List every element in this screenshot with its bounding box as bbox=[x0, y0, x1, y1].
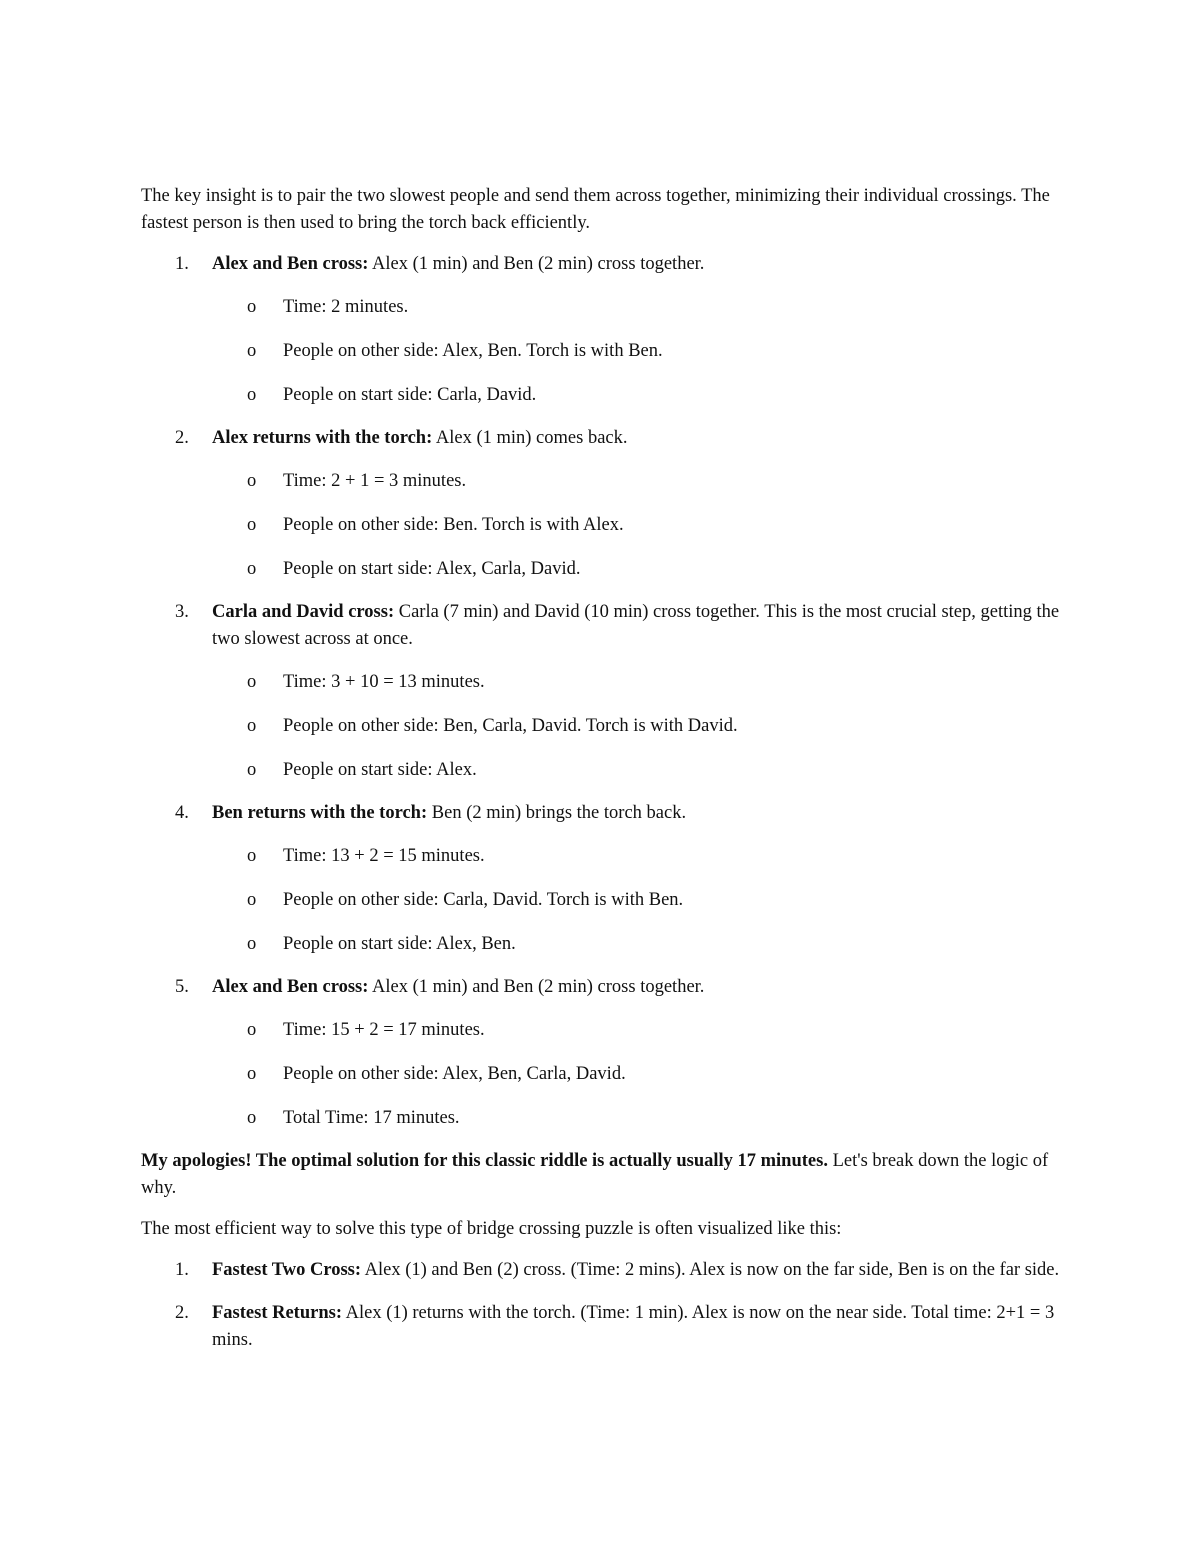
bullet-marker: o bbox=[247, 341, 257, 361]
step-text: Alex (1) and Ben (2) cross. (Time: 2 mins). Alex is now on the far side, Ben is on the far side. bbox=[361, 1260, 1060, 1280]
step-sublist bbox=[212, 669, 1061, 784]
sub-item-text: People on other side: Alex, Ben. Torch is with Ben. bbox=[283, 341, 663, 361]
bullet-marker: o bbox=[247, 760, 257, 780]
sub-item-text: Time: 2 + 1 = 3 minutes. bbox=[283, 471, 467, 491]
efficient-step-item bbox=[141, 1257, 1061, 1284]
bullet-marker: o bbox=[247, 846, 257, 866]
sub-item bbox=[212, 1017, 1061, 1044]
step-item bbox=[141, 425, 1061, 583]
step-number: 3. bbox=[175, 602, 189, 622]
sub-item bbox=[212, 294, 1061, 321]
bullet-marker: o bbox=[247, 385, 257, 405]
bullet-marker: o bbox=[247, 890, 257, 910]
sub-item bbox=[212, 931, 1061, 958]
sub-item-text: People on start side: Alex, Ben. bbox=[283, 934, 516, 954]
sub-item bbox=[212, 843, 1061, 870]
sub-item-text: Time: 3 + 10 = 13 minutes. bbox=[283, 672, 485, 692]
sub-item bbox=[212, 713, 1061, 740]
step-item bbox=[141, 974, 1061, 1132]
sub-item-text: Time: 13 + 2 = 15 minutes. bbox=[283, 846, 485, 866]
step-item bbox=[141, 800, 1061, 958]
sub-item bbox=[212, 556, 1061, 583]
efficient-intro-paragraph: The most efficient way to solve this type of bridge crossing puzzle is often visualized like this: bbox=[141, 1219, 842, 1239]
sub-item-text: Time: 2 minutes. bbox=[283, 297, 409, 317]
bullet-marker: o bbox=[247, 559, 257, 579]
step-number: 1. bbox=[175, 254, 189, 274]
bullet-marker: o bbox=[247, 471, 257, 491]
step-sublist bbox=[212, 468, 1061, 583]
step-number: 4. bbox=[175, 803, 189, 823]
step-text: Carla (7 min) and David (10 min) cross together. This is the most crucial step, getting the two slowest across at once. bbox=[212, 602, 1060, 649]
apology-bold: My apologies! The optimal solution for this classic riddle is actually usually 17 minutes. bbox=[141, 1151, 828, 1171]
step-number: 5. bbox=[175, 977, 189, 997]
bullet-marker: o bbox=[247, 672, 257, 692]
apology-paragraph bbox=[141, 1148, 1061, 1202]
step-text: Alex (1 min) and Ben (2 min) cross together. bbox=[368, 977, 705, 997]
sub-item-text: People on other side: Ben. Torch is with Alex. bbox=[283, 515, 624, 535]
apology-text: Let's break down the logic of why. bbox=[141, 1151, 1049, 1198]
sub-item-text: People on start side: Alex, Carla, David. bbox=[283, 559, 581, 579]
sub-item-text: People on other side: Alex, Ben, Carla, David. bbox=[283, 1064, 626, 1084]
step-sublist bbox=[212, 1017, 1061, 1132]
intro-paragraph: The key insight is to pair the two slowest people and send them across together, minimizing their individual crossings. The fastest person is then used to bring the torch back efficiently. bbox=[141, 186, 1050, 233]
sub-item-text: People on other side: Carla, David. Torch is with Ben. bbox=[283, 890, 684, 910]
bullet-marker: o bbox=[247, 1020, 257, 1040]
sub-item-text: Total Time: 17 minutes. bbox=[283, 1108, 460, 1128]
sub-item bbox=[212, 382, 1061, 409]
step-number: 2. bbox=[175, 428, 189, 448]
step-heading: Fastest Two Cross: bbox=[212, 1260, 362, 1280]
step-sublist bbox=[212, 843, 1061, 958]
step-heading: Fastest Returns: bbox=[212, 1303, 342, 1323]
sub-item bbox=[212, 1105, 1061, 1132]
step-text: Alex (1 min) comes back. bbox=[432, 428, 628, 448]
step-sublist bbox=[212, 294, 1061, 409]
step-heading: Alex and Ben cross: bbox=[212, 977, 369, 997]
sub-item bbox=[212, 338, 1061, 365]
efficient-steps-list bbox=[141, 1257, 1061, 1354]
sub-item bbox=[212, 512, 1061, 539]
document-body bbox=[141, 183, 1061, 1370]
sub-item-text: People on other side: Ben, Carla, David. Torch is with David. bbox=[283, 716, 738, 736]
steps-list bbox=[141, 251, 1061, 1132]
bullet-marker: o bbox=[247, 716, 257, 736]
step-item bbox=[141, 599, 1061, 784]
bullet-marker: o bbox=[247, 297, 257, 317]
sub-item bbox=[212, 468, 1061, 495]
sub-item bbox=[212, 887, 1061, 914]
sub-item-text: People on start side: Alex. bbox=[283, 760, 477, 780]
step-number: 2. bbox=[175, 1303, 189, 1323]
efficient-step-item bbox=[141, 1300, 1061, 1354]
step-heading: Alex and Ben cross: bbox=[212, 254, 369, 274]
step-text: Alex (1 min) and Ben (2 min) cross together. bbox=[368, 254, 705, 274]
sub-item bbox=[212, 757, 1061, 784]
step-item bbox=[141, 251, 1061, 409]
step-text: Ben (2 min) brings the torch back. bbox=[427, 803, 687, 823]
step-heading: Carla and David cross: bbox=[212, 602, 395, 622]
bullet-marker: o bbox=[247, 1064, 257, 1084]
bullet-marker: o bbox=[247, 515, 257, 535]
sub-item-text: People on start side: Carla, David. bbox=[283, 385, 537, 405]
step-text: Alex (1) returns with the torch. (Time: 1 min). Alex is now on the near side. Total time: 2+1 = 3 mins. bbox=[212, 1303, 1055, 1350]
sub-item bbox=[212, 1061, 1061, 1088]
step-heading: Alex returns with the torch: bbox=[212, 428, 433, 448]
step-heading: Ben returns with the torch: bbox=[212, 803, 428, 823]
bullet-marker: o bbox=[247, 1108, 257, 1128]
sub-item bbox=[212, 669, 1061, 696]
step-number: 1. bbox=[175, 1260, 189, 1280]
bullet-marker: o bbox=[247, 934, 257, 954]
sub-item-text: Time: 15 + 2 = 17 minutes. bbox=[283, 1020, 485, 1040]
